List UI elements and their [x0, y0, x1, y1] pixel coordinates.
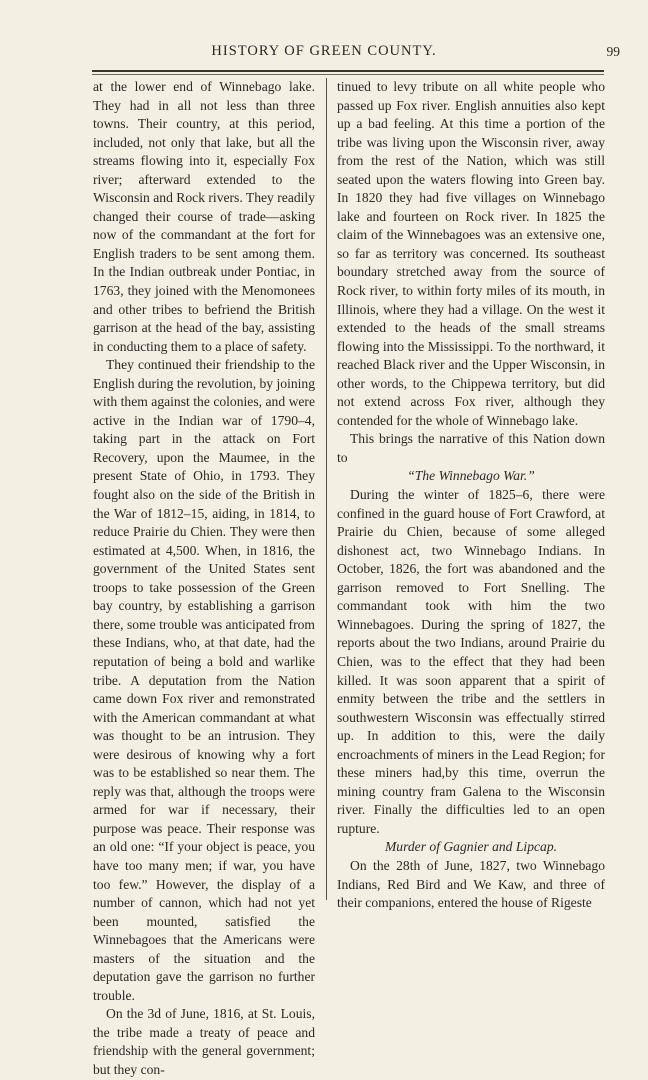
header-rule-thick	[92, 70, 604, 72]
column-divider	[326, 78, 327, 900]
right-paragraph-2: This brings the narrative of this Nation down to	[337, 431, 605, 465]
left-paragraph-2: They continued their friendship to the English during the revolution, by joining with them against the colonies, and were active in the Indian war of 1790–4, taking part in the attack on Fort Recovery, upon the Maumee, in the present State of Ohio, in 1793. They fought also on the side of the British in the War of 1812–15, aiding, in 1814, to reduce Prairie du Chien. They were then estimated at 4,500. When, in 1816, the government of the United States sent troops to take possession of the Green bay country, by establishing a garrison there, some trouble was anticipated from these Indians, who, at that date, had the reputation of being a bold and warlike tribe. A deputation from the Nation came down Fox river and remonstrated with the American commandant at what was thought to be an intrusion. They were desirous of knowing why a fort was to be established so near them. The reply was that, although the troops were armed for war if necessary, their purpose was peace. Their response was an old one: “If your object is peace, you have too many men; if war, you have too few.” However, the display of a number of cannon, which had not yet been mounted, satisfied the Winnebagoes that the Americans were masters of the situation and the deputation gave the garrison no further trouble.	[93, 357, 316, 1003]
left-column	[93, 78, 316, 1077]
header-rule-thin	[92, 74, 604, 75]
section-heading-winnebago-war: “The Winnebago War.”	[407, 468, 535, 484]
section-heading-murder: Murder of Gagnier and Lipcap.	[384, 839, 558, 855]
running-head	[0, 43, 648, 65]
right-paragraph-4: On the 28th of June, 1827, two Winnebago Indians, Red Bird and We Kaw, and three of their companions, entered the house of Rigeste	[337, 857, 605, 911]
right-column	[337, 78, 605, 911]
running-title: HISTORY OF GREEN COUNTY.	[211, 43, 437, 59]
right-paragraph-3: During the winter of 1825–6, there were confined in the guard house of Fort Crawford, at Prairie du Chien, because of some alleged dishonest act, two Winnebago Indians. In October, 1826, the fort was abandoned and the garrison removed to Fort Snelling. The commandant took with him the two Winnebagoes. During the spring of 1827, the reports about the two Indians, around Prairie du Chien, was to the effect that they had been killed. It was soon apparent that a spirit of enmity between the tribe and the settlers in southwestern Wisconsin was effectually stirred up. In addition to this, were the daily encroachments of miners in the Lead Region; for these miners had,by this time, overrun the mining country fram Galena to the Wisconsin river. Finally the difficulties led to an open rupture.	[337, 487, 605, 836]
left-paragraph-3: On the 3d of June, 1816, at St. Louis, the tribe made a treaty of peace and friendship with the general government; but they con-	[93, 1006, 315, 1077]
left-paragraph-1: at the lower end of Winnebago lake. They had in all not less than three towns. Their country, at this period, included, not only that lake, but all the streams flowing into it, especially Fox river; afterward extended to the Wisconsin and Rock rivers. They readily changed their course of trade—asking now of the commandant at the fort for English traders to be sent among them. In the Indian outbreak under Pontiac, in 1763, they joined with the Menomonees and other tribes to befriend the British garrison at the head of the bay, assisting in conducting them to a place of safety.	[93, 79, 315, 354]
page-number: 99	[606, 44, 620, 59]
right-paragraph-1: tinued to levy tribute on all white people who passed up Fox river. English annuities also kept up a bad feeling. At this time a portion of the tribe was living upon the Wisconsin river, away from the rest of the Nation, which was still seated upon the waters flowing into Green bay. In 1820 they had five villages on Winnebago lake and fourteen on Rock river. In 1825 the claim of the Winnebagoes was an extensive one, so far as territory was concerned. Its southeast boundary stretched away from the source of Rock river, to within forty miles of its mouth, in Illinois, where they had a village. On the west it extended to the heads of the small streams flowing into the Mississippi. To the northward, it reached Black river and the Upper Wisconsin, in other words, to the Chippewa territory, but did not extend across Fox river, although they contended for the whole of Winnebago lake.	[337, 79, 605, 428]
